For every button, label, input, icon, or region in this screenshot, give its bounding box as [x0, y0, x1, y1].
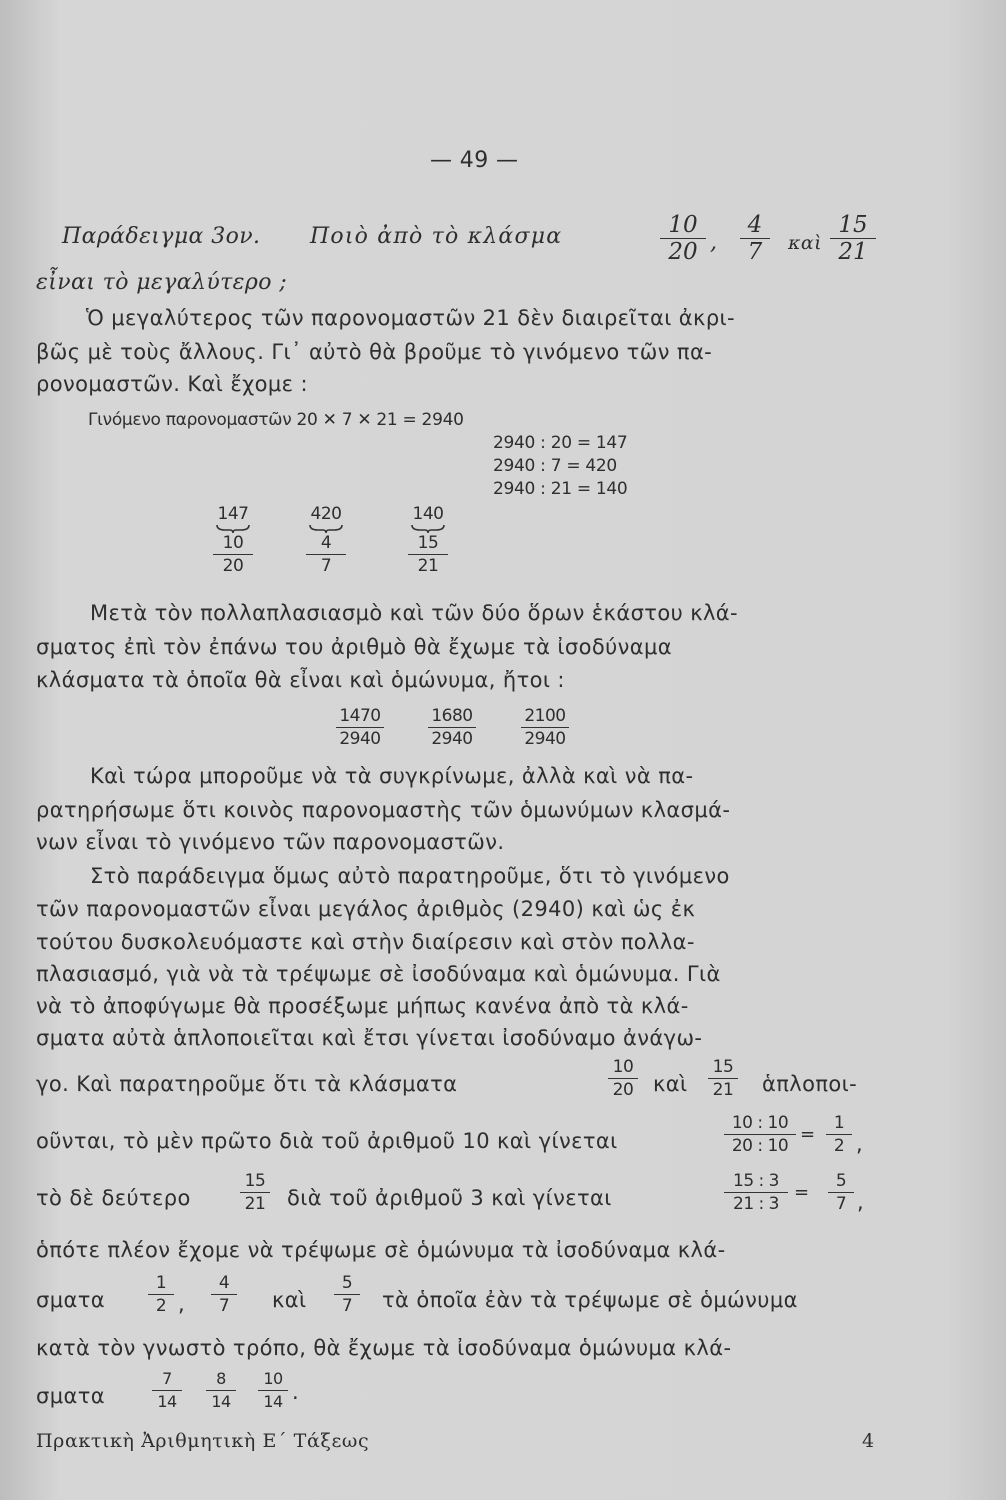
inline-fraction: 10 14 [258, 1369, 288, 1412]
inline-fraction: 4 7 [211, 1273, 237, 1316]
inline-fraction: 15 21 [708, 1057, 738, 1100]
line-ountai-text: οῦνται, τὸ μὲν πρῶτο διὰ τοῦ ἀριθμοῦ 10 καὶ γίνεται [36, 1129, 618, 1153]
comma: , [857, 1190, 865, 1214]
inline-fraction: 5 7 [828, 1171, 854, 1214]
para4-line-2: τῶν παρονομαστῶν εἶναι μεγάλος ἀριθμὸς (2940) καὶ ὡς ἐκ [36, 897, 696, 921]
comma: , [178, 1292, 186, 1316]
inline-fraction: 1 2 [826, 1113, 852, 1156]
example-fraction-2: 4 7 [740, 212, 770, 265]
para2-line-1: Μετὰ τὸν πολλαπλασιασμὸ καὶ τῶν δύο ὅρων ἑκάστου κλά- [90, 601, 739, 625]
inline-fraction: 7 14 [152, 1369, 182, 1412]
brace-icon [411, 524, 445, 533]
line-kata: κατὰ τὸν γνωστὸ τρόπο, θὰ ἔχωμε τὰ ἰσοδύναμα ὁμώνυμα κλά- [36, 1336, 732, 1360]
para4-line-4: πλασιασμό, γιὰ νὰ τὰ τρέψωμε σὲ ἰσοδύναμα καὶ ὁμώνυμα. Γιὰ [36, 962, 721, 986]
para3-line-2: ρατηρήσωμε ὅτι κοινὸς παρονομαστὴς τῶν ὁμωνύμων κλασμά- [36, 798, 731, 822]
division-2: 2940 : 7 = 420 [493, 456, 617, 476]
division-3: 2940 : 21 = 140 [493, 479, 628, 499]
line-deutero-start: τὸ δὲ δεύτερο [36, 1186, 191, 1210]
line-opote: ὁπότε πλέον ἔχομε νὰ τρέψωμε σὲ ὁμώνυμα τὰ ἰσοδύναμα κλά- [36, 1238, 726, 1262]
equals-sign: = [800, 1124, 815, 1145]
brace-icon [216, 524, 250, 533]
para1-line-2: βῶς μὲ τοὺς ἄλλους. Γι᾽ αὐτὸ θὰ βροῦμε τὸ γινόμενο τῶν πα- [36, 340, 713, 364]
example-question-end: εἶναι τὸ μεγαλύτερο ; [36, 270, 288, 295]
inline-fraction: 1 2 [148, 1273, 174, 1316]
line-smata2-start: σματα [36, 1384, 105, 1408]
page-number: — 49 — [430, 148, 519, 173]
para2-line-2: σματος ἐπὶ τὸν ἐπάνω του ἀριθμὸ θὰ ἔχωμε τὰ ἰσοδύναμα [36, 635, 673, 659]
inline-fraction: 8 14 [206, 1369, 236, 1412]
example-label: Παράδειγμα 3ον. [62, 224, 261, 249]
equiv-fraction-1: 1470 2940 [336, 706, 384, 749]
multiplier-group-2: 420 4 7 [306, 504, 346, 576]
para4-line-1: Στὸ παράδειγμα ὅμως αὐτὸ παρατηροῦμε, ὅτι τὸ γινόμενο [90, 864, 730, 888]
para3-line-3: νων εἶναι τὸ γινόμενο τῶν παρονομαστῶν. [36, 830, 505, 854]
para4-line-3: τούτου δυσκολευόμαστε καὶ στὴν διαίρεσιν καὶ στὸν πολλα- [36, 930, 695, 954]
line-go-end: ἁπλοποι- [762, 1072, 858, 1096]
inline-fraction: 15 : 3 21 : 3 [724, 1171, 788, 1214]
inline-fraction: 5 7 [334, 1273, 360, 1316]
line-smata1-end: τὰ ὁποῖα ἐὰν τὰ τρέψωμε σὲ ὁμώνυμα [382, 1288, 798, 1312]
footer-number: 4 [862, 1430, 875, 1452]
line-go-and: καὶ [653, 1072, 688, 1096]
line-smata1-and: καὶ [272, 1288, 307, 1312]
para1-line-1: Ὁ μεγαλύτερος τῶν παρονομαστῶν 21 δὲν διαιρεῖται ἀκρι- [86, 306, 736, 330]
example-and: καὶ [788, 232, 822, 254]
comma: , [856, 1132, 864, 1156]
comma: , [710, 230, 718, 255]
para4-line-5: νὰ τὸ ἀποφύγωμε θὰ προσέξωμε μήπως κανένα ἀπὸ τὰ κλά- [36, 994, 689, 1018]
para1-line-3: ρονομαστῶν. Καὶ ἔχομε : [36, 372, 308, 396]
para3-line-1: Καὶ τώρα μποροῦμε νὰ τὰ συγκρίνωμε, ἀλλὰ καὶ νὰ πα- [90, 764, 694, 788]
line-smata1-start: σματα [36, 1288, 105, 1312]
equiv-fraction-3: 2100 2940 [521, 706, 569, 749]
brace-icon [309, 524, 343, 533]
footer-title: Πρακτικὴ Ἀριθμητικὴ Ε΄ Τάξεως [36, 1430, 370, 1452]
line-go-text: γο. Καὶ παρατηροῦμε ὅτι τὰ κλάσματα [36, 1072, 458, 1096]
example-fraction-3: 15 21 [830, 212, 876, 265]
multiplier-group-1: 147 10 20 [213, 504, 253, 576]
equiv-fraction-2: 1680 2940 [428, 706, 476, 749]
inline-fraction: 10 20 [608, 1057, 638, 1100]
equals-sign: = [794, 1182, 809, 1203]
example-fraction-1: 10 20 [660, 212, 706, 265]
product-line: Γινόμενο παρονομαστῶν 20 ✕ 7 ✕ 21 = 2940 [88, 410, 464, 430]
line-deutero-middle: διὰ τοῦ ἀριθμοῦ 3 καὶ γίνεται [287, 1186, 612, 1210]
inline-fraction: 15 21 [240, 1171, 270, 1214]
division-1: 2940 : 20 = 147 [493, 433, 628, 453]
para2-line-3: κλάσματα τὰ ὁποῖα θὰ εἶναι καὶ ὁμώνυμα, ἤτοι : [36, 668, 565, 692]
example-question-start: Ποιὸ ἀπὸ τὸ κλάσμα [310, 224, 563, 249]
para4-line-6: σματα αὐτὰ ἁπλοποιεῖται καὶ ἔτσι γίνεται ἰσοδύναμο ἀνάγω- [36, 1026, 703, 1050]
inline-fraction: 10 : 10 20 : 10 [724, 1113, 796, 1156]
multiplier-group-3: 140 15 21 [408, 504, 448, 576]
period: . [292, 1380, 300, 1404]
